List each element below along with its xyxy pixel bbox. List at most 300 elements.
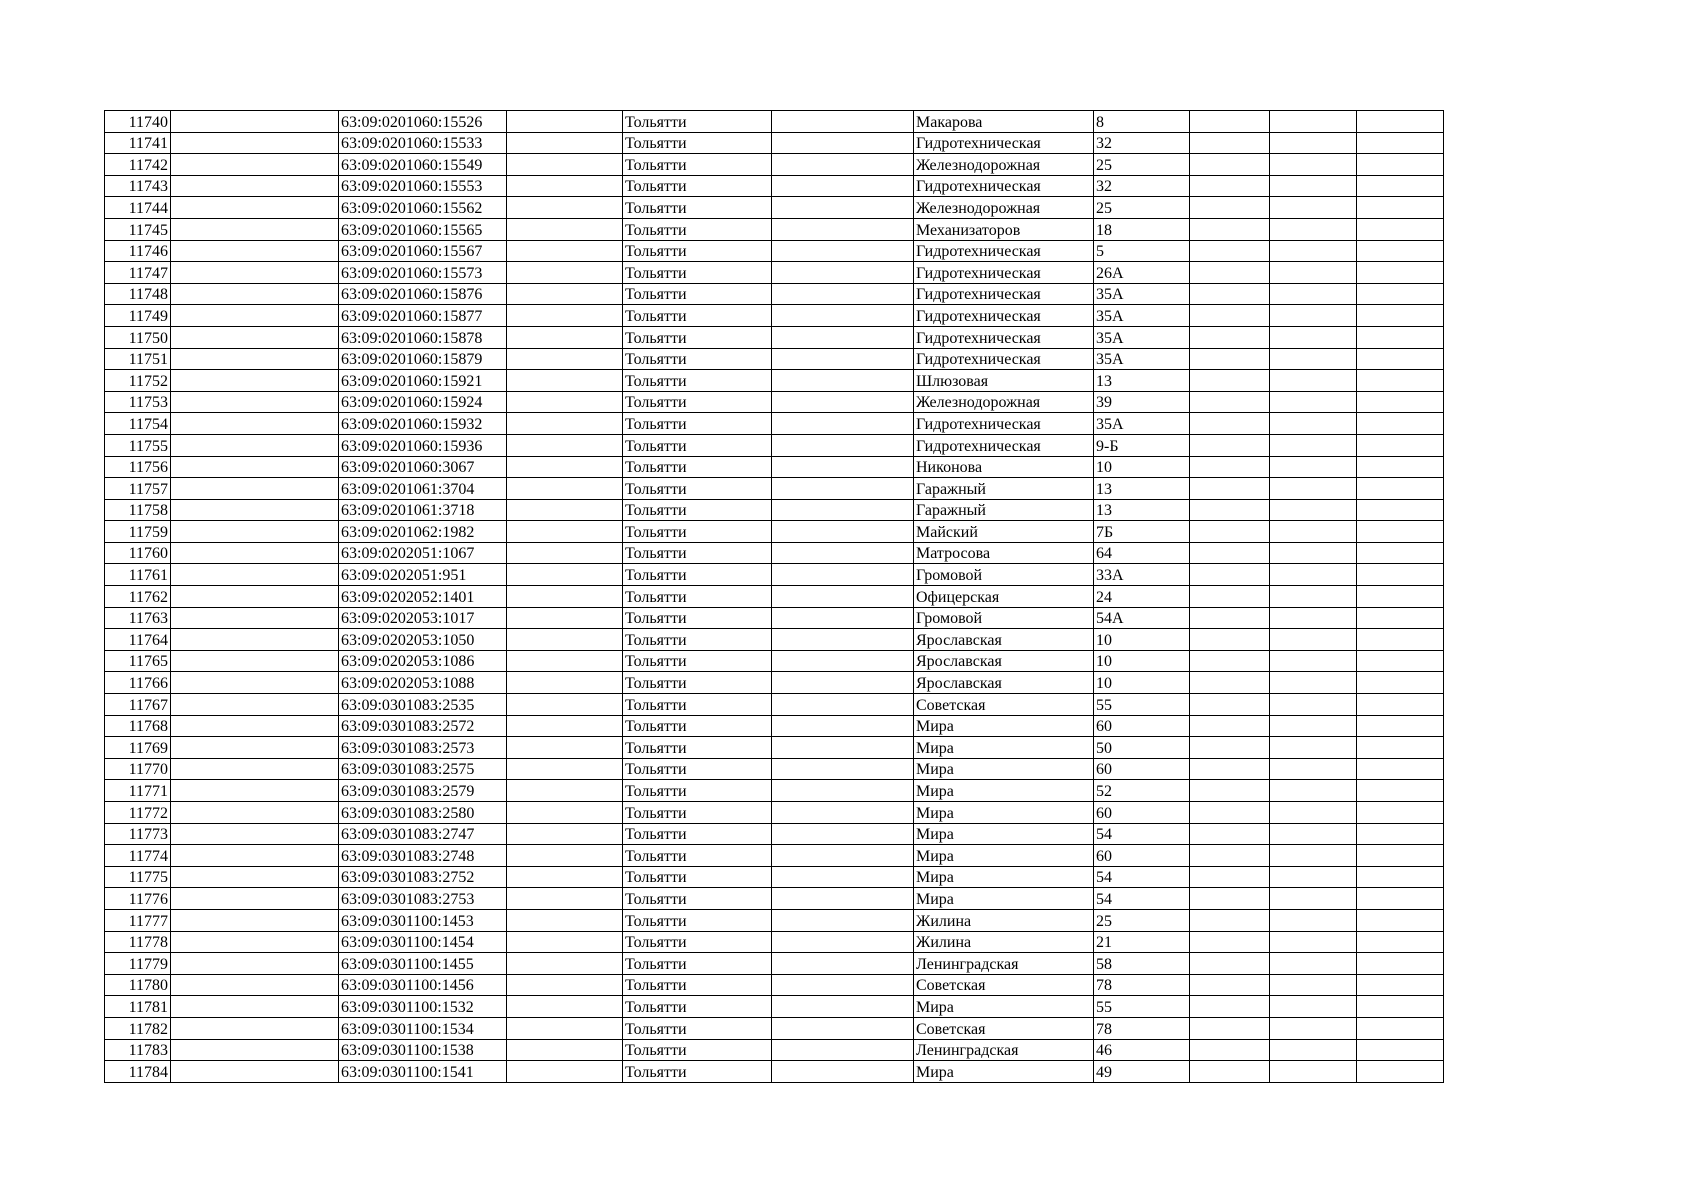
cell-street: Никонова: [914, 456, 1094, 478]
cell-empty: [772, 240, 914, 262]
cell-cadastral-number: 63:09:0301100:1453: [339, 909, 507, 931]
cell-empty: [1190, 802, 1270, 824]
cell-cadastral-number: 63:09:0301100:1538: [339, 1039, 507, 1061]
cell-row-number: 11753: [105, 391, 171, 413]
cell-empty: [1270, 737, 1357, 759]
cell-street: Железнодорожная: [914, 154, 1094, 176]
cell-street: Мира: [914, 737, 1094, 759]
cell-empty: [507, 111, 623, 133]
cell-house-number: 55: [1094, 694, 1190, 716]
table-row: [105, 305, 1444, 327]
cell-street: Железнодорожная: [914, 391, 1094, 413]
cell-empty: [171, 413, 339, 435]
cell-empty: [772, 175, 914, 197]
cell-empty: [507, 326, 623, 348]
cell-empty: [1270, 370, 1357, 392]
table-row: [105, 780, 1444, 802]
cell-city: Тольятти: [623, 262, 772, 284]
cell-empty: [772, 823, 914, 845]
cell-house-number: 25: [1094, 909, 1190, 931]
table-row: [105, 974, 1444, 996]
cell-empty: [1270, 348, 1357, 370]
cell-empty: [1357, 370, 1444, 392]
cell-empty: [1357, 1039, 1444, 1061]
cell-house-number: 35А: [1094, 283, 1190, 305]
cell-city: Тольятти: [623, 305, 772, 327]
cell-empty: [1190, 866, 1270, 888]
cell-cadastral-number: 63:09:0201060:15876: [339, 283, 507, 305]
cell-house-number: 54: [1094, 888, 1190, 910]
cell-house-number: 54: [1094, 866, 1190, 888]
cell-empty: [1270, 694, 1357, 716]
cell-house-number: 33А: [1094, 564, 1190, 586]
cell-empty: [1357, 780, 1444, 802]
cell-city: Тольятти: [623, 478, 772, 500]
cell-empty: [772, 953, 914, 975]
cell-house-number: 46: [1094, 1039, 1190, 1061]
cell-empty: [1270, 845, 1357, 867]
cell-row-number: 11771: [105, 780, 171, 802]
cell-house-number: 39: [1094, 391, 1190, 413]
cell-empty: [1270, 154, 1357, 176]
cell-empty: [171, 521, 339, 543]
table-row: [105, 650, 1444, 672]
table-row: [105, 218, 1444, 240]
cell-street: Советская: [914, 974, 1094, 996]
cell-house-number: 8: [1094, 111, 1190, 133]
cell-empty: [507, 909, 623, 931]
cell-empty: [772, 413, 914, 435]
cell-house-number: 35А: [1094, 326, 1190, 348]
cell-empty: [772, 586, 914, 608]
cell-empty: [1357, 197, 1444, 219]
cell-empty: [772, 845, 914, 867]
table-row: [105, 866, 1444, 888]
cell-empty: [1190, 758, 1270, 780]
cell-empty: [772, 305, 914, 327]
cell-empty: [1357, 1017, 1444, 1039]
cell-empty: [1190, 974, 1270, 996]
cell-street: Громовой: [914, 564, 1094, 586]
cell-empty: [171, 326, 339, 348]
table-row: [105, 154, 1444, 176]
cell-empty: [1357, 974, 1444, 996]
cell-row-number: 11770: [105, 758, 171, 780]
cell-empty: [1270, 607, 1357, 629]
cell-house-number: 13: [1094, 478, 1190, 500]
cell-empty: [1270, 996, 1357, 1018]
cell-city: Тольятти: [623, 737, 772, 759]
cell-city: Тольятти: [623, 823, 772, 845]
cell-cadastral-number: 63:09:0301083:2580: [339, 802, 507, 824]
cell-empty: [772, 370, 914, 392]
cell-empty: [1357, 931, 1444, 953]
cell-row-number: 11740: [105, 111, 171, 133]
cell-cadastral-number: 63:09:0201060:15877: [339, 305, 507, 327]
cell-empty: [171, 845, 339, 867]
cell-cadastral-number: 63:09:0201060:3067: [339, 456, 507, 478]
cell-empty: [171, 974, 339, 996]
cell-empty: [1270, 888, 1357, 910]
cell-empty: [1270, 586, 1357, 608]
table-row: [105, 931, 1444, 953]
cell-city: Тольятти: [623, 132, 772, 154]
cell-empty: [507, 175, 623, 197]
cell-empty: [507, 305, 623, 327]
cell-cadastral-number: 63:09:0201060:15567: [339, 240, 507, 262]
cell-empty: [507, 607, 623, 629]
cell-empty: [171, 629, 339, 651]
cell-empty: [1357, 154, 1444, 176]
cell-empty: [1357, 413, 1444, 435]
cell-empty: [1270, 715, 1357, 737]
cell-empty: [507, 694, 623, 716]
cell-empty: [171, 283, 339, 305]
cell-empty: [171, 650, 339, 672]
cell-cadastral-number: 63:09:0201060:15932: [339, 413, 507, 435]
cell-row-number: 11741: [105, 132, 171, 154]
cell-empty: [1270, 802, 1357, 824]
cell-empty: [1190, 823, 1270, 845]
registry-table: [104, 110, 1444, 1083]
cell-cadastral-number: 63:09:0202053:1050: [339, 629, 507, 651]
cell-house-number: 7Б: [1094, 521, 1190, 543]
cell-empty: [1270, 564, 1357, 586]
cell-empty: [1270, 111, 1357, 133]
cell-street: Мира: [914, 780, 1094, 802]
cell-empty: [1270, 542, 1357, 564]
cell-empty: [1270, 758, 1357, 780]
cell-row-number: 11747: [105, 262, 171, 284]
cell-empty: [1357, 694, 1444, 716]
cell-empty: [1357, 996, 1444, 1018]
cell-empty: [1357, 564, 1444, 586]
cell-empty: [1270, 305, 1357, 327]
cell-empty: [772, 197, 914, 219]
cell-city: Тольятти: [623, 802, 772, 824]
cell-empty: [1270, 521, 1357, 543]
cell-city: Тольятти: [623, 240, 772, 262]
cell-cadastral-number: 63:09:0202051:1067: [339, 542, 507, 564]
cell-empty: [1190, 1039, 1270, 1061]
cell-empty: [1357, 845, 1444, 867]
table-row: [105, 1061, 1444, 1083]
cell-empty: [507, 974, 623, 996]
table-row: [105, 283, 1444, 305]
cell-empty: [507, 672, 623, 694]
cell-city: Тольятти: [623, 111, 772, 133]
cell-row-number: 11746: [105, 240, 171, 262]
table-row: [105, 542, 1444, 564]
cell-empty: [1357, 1061, 1444, 1083]
cell-street: Гидротехническая: [914, 305, 1094, 327]
cell-cadastral-number: 63:09:0301083:2535: [339, 694, 507, 716]
cell-row-number: 11772: [105, 802, 171, 824]
cell-street: Гидротехническая: [914, 132, 1094, 154]
cell-house-number: 25: [1094, 197, 1190, 219]
cell-street: Макарова: [914, 111, 1094, 133]
cell-city: Тольятти: [623, 175, 772, 197]
table-row: [105, 953, 1444, 975]
cell-city: Тольятти: [623, 650, 772, 672]
cell-city: Тольятти: [623, 780, 772, 802]
cell-empty: [1190, 197, 1270, 219]
cell-empty: [1357, 499, 1444, 521]
table-row: [105, 478, 1444, 500]
cell-house-number: 32: [1094, 132, 1190, 154]
cell-cadastral-number: 63:09:0201060:15573: [339, 262, 507, 284]
cell-row-number: 11761: [105, 564, 171, 586]
table-row: [105, 564, 1444, 586]
cell-row-number: 11754: [105, 413, 171, 435]
cell-empty: [1270, 326, 1357, 348]
table-row: [105, 499, 1444, 521]
cell-house-number: 13: [1094, 499, 1190, 521]
cell-cadastral-number: 63:09:0301100:1454: [339, 931, 507, 953]
cell-empty: [171, 434, 339, 456]
cell-empty: [507, 737, 623, 759]
cell-empty: [1270, 823, 1357, 845]
cell-cadastral-number: 63:09:0202053:1017: [339, 607, 507, 629]
cell-empty: [171, 542, 339, 564]
cell-empty: [1357, 586, 1444, 608]
cell-cadastral-number: 63:09:0201060:15533: [339, 132, 507, 154]
cell-street: Мира: [914, 845, 1094, 867]
cell-empty: [1190, 348, 1270, 370]
cell-empty: [507, 542, 623, 564]
cell-empty: [772, 478, 914, 500]
cell-city: Тольятти: [623, 607, 772, 629]
cell-empty: [1357, 175, 1444, 197]
cell-empty: [1190, 607, 1270, 629]
cell-empty: [507, 456, 623, 478]
cell-empty: [1190, 413, 1270, 435]
cell-empty: [171, 391, 339, 413]
cell-row-number: 11768: [105, 715, 171, 737]
cell-house-number: 32: [1094, 175, 1190, 197]
cell-empty: [1190, 370, 1270, 392]
cell-cadastral-number: 63:09:0201060:15553: [339, 175, 507, 197]
cell-empty: [1190, 391, 1270, 413]
cell-empty: [1190, 326, 1270, 348]
cell-empty: [1190, 564, 1270, 586]
table-row: [105, 802, 1444, 824]
cell-cadastral-number: 63:09:0202053:1086: [339, 650, 507, 672]
table-row: [105, 715, 1444, 737]
cell-empty: [772, 629, 914, 651]
cell-empty: [507, 650, 623, 672]
cell-empty: [772, 780, 914, 802]
cell-empty: [171, 780, 339, 802]
cell-empty: [1270, 283, 1357, 305]
cell-cadastral-number: 63:09:0301100:1534: [339, 1017, 507, 1039]
cell-empty: [171, 218, 339, 240]
cell-row-number: 11748: [105, 283, 171, 305]
cell-city: Тольятти: [623, 218, 772, 240]
cell-empty: [507, 154, 623, 176]
table-row: [105, 175, 1444, 197]
cell-street: Гаражный: [914, 478, 1094, 500]
cell-empty: [1357, 888, 1444, 910]
table-row: [105, 262, 1444, 284]
cell-house-number: 10: [1094, 456, 1190, 478]
cell-empty: [1190, 715, 1270, 737]
cell-empty: [507, 1017, 623, 1039]
cell-house-number: 78: [1094, 974, 1190, 996]
cell-empty: [171, 197, 339, 219]
cell-empty: [1190, 175, 1270, 197]
cell-empty: [1270, 1061, 1357, 1083]
cell-empty: [772, 434, 914, 456]
cell-empty: [1270, 262, 1357, 284]
cell-empty: [507, 434, 623, 456]
cell-house-number: 35А: [1094, 413, 1190, 435]
cell-empty: [171, 607, 339, 629]
cell-empty: [507, 629, 623, 651]
table-row: [105, 607, 1444, 629]
cell-row-number: 11774: [105, 845, 171, 867]
cell-empty: [171, 1039, 339, 1061]
cell-house-number: 60: [1094, 845, 1190, 867]
cell-empty: [1270, 456, 1357, 478]
cell-empty: [1270, 672, 1357, 694]
cell-city: Тольятти: [623, 413, 772, 435]
table-row: [105, 326, 1444, 348]
table-row: [105, 758, 1444, 780]
cell-street: Гидротехническая: [914, 240, 1094, 262]
cell-empty: [171, 1017, 339, 1039]
cell-street: Гидротехническая: [914, 434, 1094, 456]
cell-cadastral-number: 63:09:0201060:15565: [339, 218, 507, 240]
cell-cadastral-number: 63:09:0301083:2575: [339, 758, 507, 780]
cell-empty: [507, 1061, 623, 1083]
cell-empty: [1270, 650, 1357, 672]
cell-empty: [772, 758, 914, 780]
cell-empty: [772, 715, 914, 737]
table-row: [105, 434, 1444, 456]
cell-empty: [1270, 434, 1357, 456]
cell-house-number: 18: [1094, 218, 1190, 240]
cell-empty: [772, 348, 914, 370]
cell-empty: [1190, 305, 1270, 327]
cell-empty: [171, 305, 339, 327]
cell-city: Тольятти: [623, 758, 772, 780]
cell-empty: [1190, 478, 1270, 500]
cell-cadastral-number: 63:09:0301083:2747: [339, 823, 507, 845]
cell-city: Тольятти: [623, 326, 772, 348]
cell-house-number: 9-Б: [1094, 434, 1190, 456]
cell-empty: [772, 111, 914, 133]
cell-empty: [1270, 974, 1357, 996]
cell-empty: [1270, 780, 1357, 802]
cell-empty: [772, 1017, 914, 1039]
cell-empty: [1270, 413, 1357, 435]
cell-empty: [1357, 240, 1444, 262]
table-row: [105, 1039, 1444, 1061]
cell-empty: [507, 866, 623, 888]
cell-house-number: 64: [1094, 542, 1190, 564]
cell-empty: [772, 262, 914, 284]
cell-city: Тольятти: [623, 672, 772, 694]
cell-empty: [1357, 737, 1444, 759]
cell-city: Тольятти: [623, 1017, 772, 1039]
cell-empty: [1190, 888, 1270, 910]
cell-empty: [507, 780, 623, 802]
cell-city: Тольятти: [623, 391, 772, 413]
cell-empty: [1270, 931, 1357, 953]
cell-empty: [1357, 283, 1444, 305]
cell-street: Громовой: [914, 607, 1094, 629]
cell-house-number: 25: [1094, 154, 1190, 176]
cell-empty: [171, 694, 339, 716]
cell-empty: [1357, 132, 1444, 154]
cell-empty: [1270, 629, 1357, 651]
cell-house-number: 60: [1094, 802, 1190, 824]
cell-cadastral-number: 63:09:0201060:15936: [339, 434, 507, 456]
cell-empty: [1190, 283, 1270, 305]
cell-empty: [507, 845, 623, 867]
cell-street: Мира: [914, 823, 1094, 845]
cell-empty: [772, 521, 914, 543]
cell-empty: [1357, 456, 1444, 478]
cell-empty: [507, 802, 623, 824]
cell-street: Гаражный: [914, 499, 1094, 521]
cell-city: Тольятти: [623, 348, 772, 370]
cell-empty: [171, 802, 339, 824]
cell-city: Тольятти: [623, 931, 772, 953]
cell-cadastral-number: 63:09:0201060:15924: [339, 391, 507, 413]
cell-empty: [1270, 909, 1357, 931]
cell-empty: [507, 953, 623, 975]
cell-empty: [171, 175, 339, 197]
cell-empty: [1357, 909, 1444, 931]
cell-empty: [171, 132, 339, 154]
cell-street: Железнодорожная: [914, 197, 1094, 219]
cell-empty: [772, 391, 914, 413]
cell-empty: [772, 607, 914, 629]
cell-house-number: 55: [1094, 996, 1190, 1018]
cell-row-number: 11781: [105, 996, 171, 1018]
cell-cadastral-number: 63:09:0201060:15879: [339, 348, 507, 370]
cell-empty: [772, 542, 914, 564]
cell-empty: [1270, 478, 1357, 500]
cell-empty: [171, 737, 339, 759]
cell-empty: [772, 283, 914, 305]
cell-empty: [507, 348, 623, 370]
cell-city: Тольятти: [623, 909, 772, 931]
cell-empty: [1190, 1017, 1270, 1039]
cell-empty: [171, 154, 339, 176]
cell-empty: [772, 909, 914, 931]
table-body: [105, 111, 1444, 1083]
cell-house-number: 54А: [1094, 607, 1190, 629]
cell-row-number: 11762: [105, 586, 171, 608]
cell-empty: [1270, 175, 1357, 197]
cell-empty: [1270, 1017, 1357, 1039]
table-row: [105, 672, 1444, 694]
cell-empty: [1270, 197, 1357, 219]
cell-street: Гидротехническая: [914, 413, 1094, 435]
cell-empty: [507, 218, 623, 240]
cell-city: Тольятти: [623, 434, 772, 456]
table-row: [105, 132, 1444, 154]
cell-empty: [1270, 132, 1357, 154]
cell-row-number: 11766: [105, 672, 171, 694]
cell-empty: [772, 1039, 914, 1061]
cell-city: Тольятти: [623, 845, 772, 867]
cell-empty: [171, 1061, 339, 1083]
cell-house-number: 54: [1094, 823, 1190, 845]
